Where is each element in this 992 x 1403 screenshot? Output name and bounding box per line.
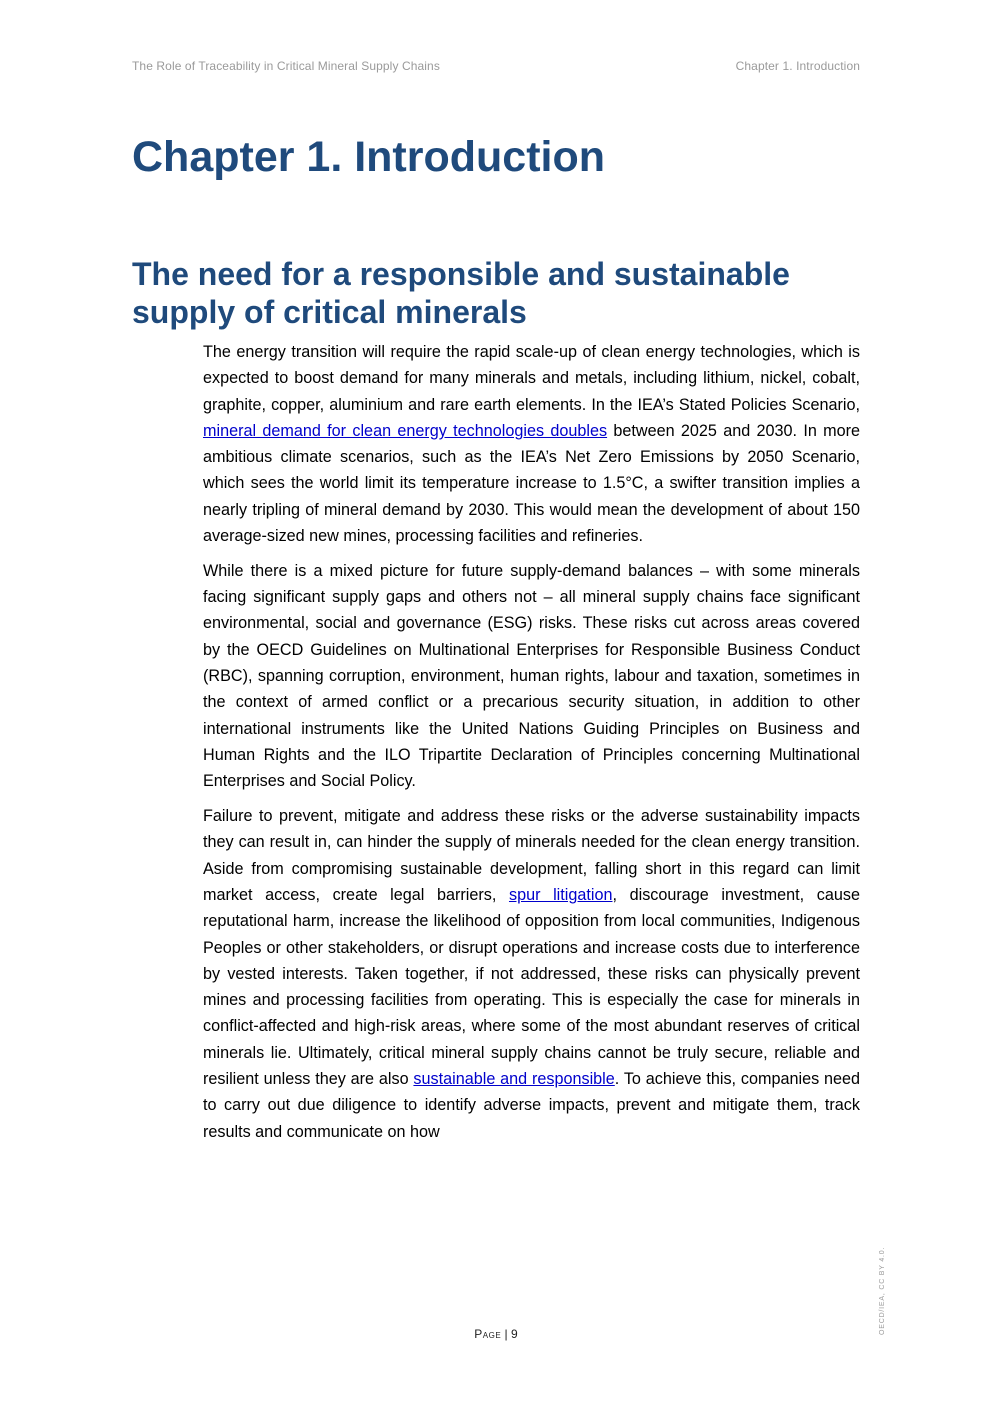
paragraph-1-text-b: between 2025 and 2030. In more ambitious climate scenarios, such as the IEA’s Net Zero Emissions by 2050 Scenario, which sees the world limit its temperature increase to 1.5°C, a swifter transition implies a nearly tripling of mineral demand by 2030. This would mean the development of about 150 average-sized new mines, processing facilities and refineries.	[203, 421, 860, 546]
running-header-chapter: Chapter 1. Introduction	[735, 59, 860, 73]
page-label: Page	[474, 1327, 502, 1341]
paragraph-2: While there is a mixed picture for future supply-demand balances – with some minerals facing significant supply gaps and others not – all mineral supply chains face significant environmental, social and governance (ESG) risks. These risks cut across areas covered by the OECD Guidelines on Multinational Enterprises for Responsible Business Conduct (RBC), spanning corruption, environment, human rights, labour and taxation, sometimes in the context of armed conflict or a precarious security situation, in addition to other international instruments like the United Nations Guiding Principles on Business and Human Rights and the ILO Tripartite Declaration of Principles concerning Multinational Enterprises and Social Policy.	[203, 561, 860, 791]
paragraph-3-text-c: . To achieve this, companies need to carry out due diligence to identify adverse impacts, prevent and mitigate them, track results and communicate on how	[203, 1070, 861, 1141]
mineral-demand-link[interactable]: mineral demand for clean energy technologies doubles	[203, 421, 608, 440]
page-number	[0, 1327, 992, 1341]
page-separator: |	[501, 1327, 511, 1341]
spur-litigation-link[interactable]: spur litigation	[508, 885, 613, 904]
chapter-title: Chapter 1. Introduction	[132, 133, 605, 181]
paragraph-1	[203, 339, 860, 549]
copyright-notice: OECD/IEA, CC BY 4.0.	[879, 1246, 886, 1335]
sustainable-responsible-link[interactable]: sustainable and responsible	[413, 1070, 615, 1089]
body-text	[203, 339, 860, 1153]
page-number-value: 9	[511, 1327, 518, 1341]
paragraph-3-text-b: , discourage investment, cause reputational harm, increase the likelihood of opposition from local communities, Indigenous Peoples or other stakeholders, or disrupt operations and increase costs due to interference by vested interests. Taken together, if not addressed, these risks can physically prevent mines and processing facilities from operating. This is especially the case for minerals in conflict-affected and high-risk areas, where some of the most abundant reserves of critical minerals lie. Ultimately, critical mineral supply chains cannot be truly secure, reliable and resilient unless they are also	[203, 885, 860, 1089]
paragraph-3-text-a: Failure to prevent, mitigate and address these risks or the adverse sustainability impacts they can result in, can hinder the supply of minerals needed for the clean energy transition. Aside from compromising sustainable development, falling short in this regard can limit market access, create legal barriers,	[203, 807, 860, 904]
paragraph-1-text-a: The energy transition will require the rapid scale-up of clean energy technologies, which is expected to boost demand for many minerals and metals, including lithium, nickel, cobalt, graphite, copper, aluminium and rare earth elements. In the IEA’s Stated Policies Scenario,	[203, 343, 860, 414]
paragraph-3	[203, 803, 860, 1145]
running-header-title: The Role of Traceability in Critical Mineral Supply Chains	[132, 59, 440, 73]
section-title: The need for a responsible and sustainable supply of critical minerals	[132, 256, 790, 330]
